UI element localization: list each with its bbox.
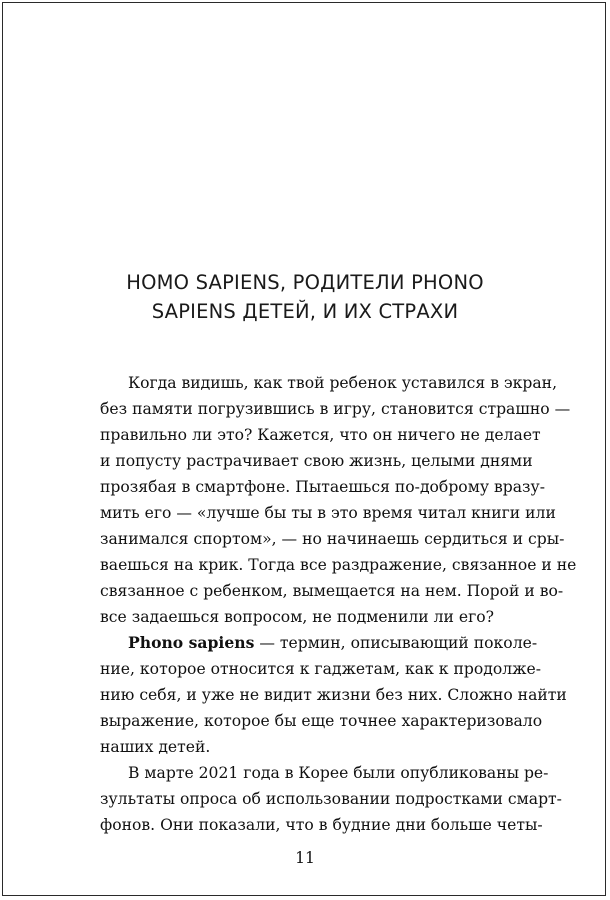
text-line: без памяти погрузившись в игру, становится страшно — <box>100 400 571 418</box>
text-line: выражение, которое бы еще точнее характеризовало <box>100 712 543 730</box>
book-page <box>2 2 606 896</box>
text-line: наших детей. <box>100 738 211 756</box>
text-line: ние, которое относится к гаджетам, как к продолже- <box>100 660 541 678</box>
text-line: мить его — «лучше бы ты в это время читал книги или <box>100 504 556 522</box>
text-fragment: — термин, описывающий поколе- <box>254 634 538 652</box>
text-line: Когда видишь, как твой ребенок уставился в экран, <box>128 374 558 392</box>
text-line: нию себя, и уже не видит жизни без них. Сложно найти <box>100 686 567 704</box>
text-line: ваешься на крик. Тогда все раздражение, связанное и не <box>100 556 577 574</box>
chapter-heading-line-2: SAPIENS ДЕТЕЙ, И ИХ СТРАХИ <box>151 300 459 323</box>
text-line: правильно ли это? Кажется, что он ничего не делает <box>100 426 541 444</box>
chapter-heading-line-1: HOMO SAPIENS, РОДИТЕЛИ PHONO <box>126 271 484 294</box>
text-line: и попусту растрачивает свою жизнь, целыми днями <box>100 452 533 470</box>
text-line: В марте 2021 года в Корее были опубликованы ре- <box>128 764 549 782</box>
text-line <box>128 631 538 655</box>
text-line: зультаты опроса об использовании подростками смарт- <box>100 790 562 808</box>
text-line: связанное с ребенком, вымещается на нем. Порой и во- <box>100 582 564 600</box>
term-phono-sapiens: Phono sapiens <box>128 633 255 652</box>
text-line: все задаешься вопросом, не подменили ли его? <box>100 608 495 626</box>
page-number: 11 <box>295 849 315 867</box>
text-line: фонов. Они показали, что в будние дни больше четы- <box>100 816 543 834</box>
text-line: занимался спортом», — но начинаешь сердиться и сры- <box>100 530 565 548</box>
text-line: прозябая в смартфоне. Пытаешься по-доброму вразу- <box>100 478 545 496</box>
